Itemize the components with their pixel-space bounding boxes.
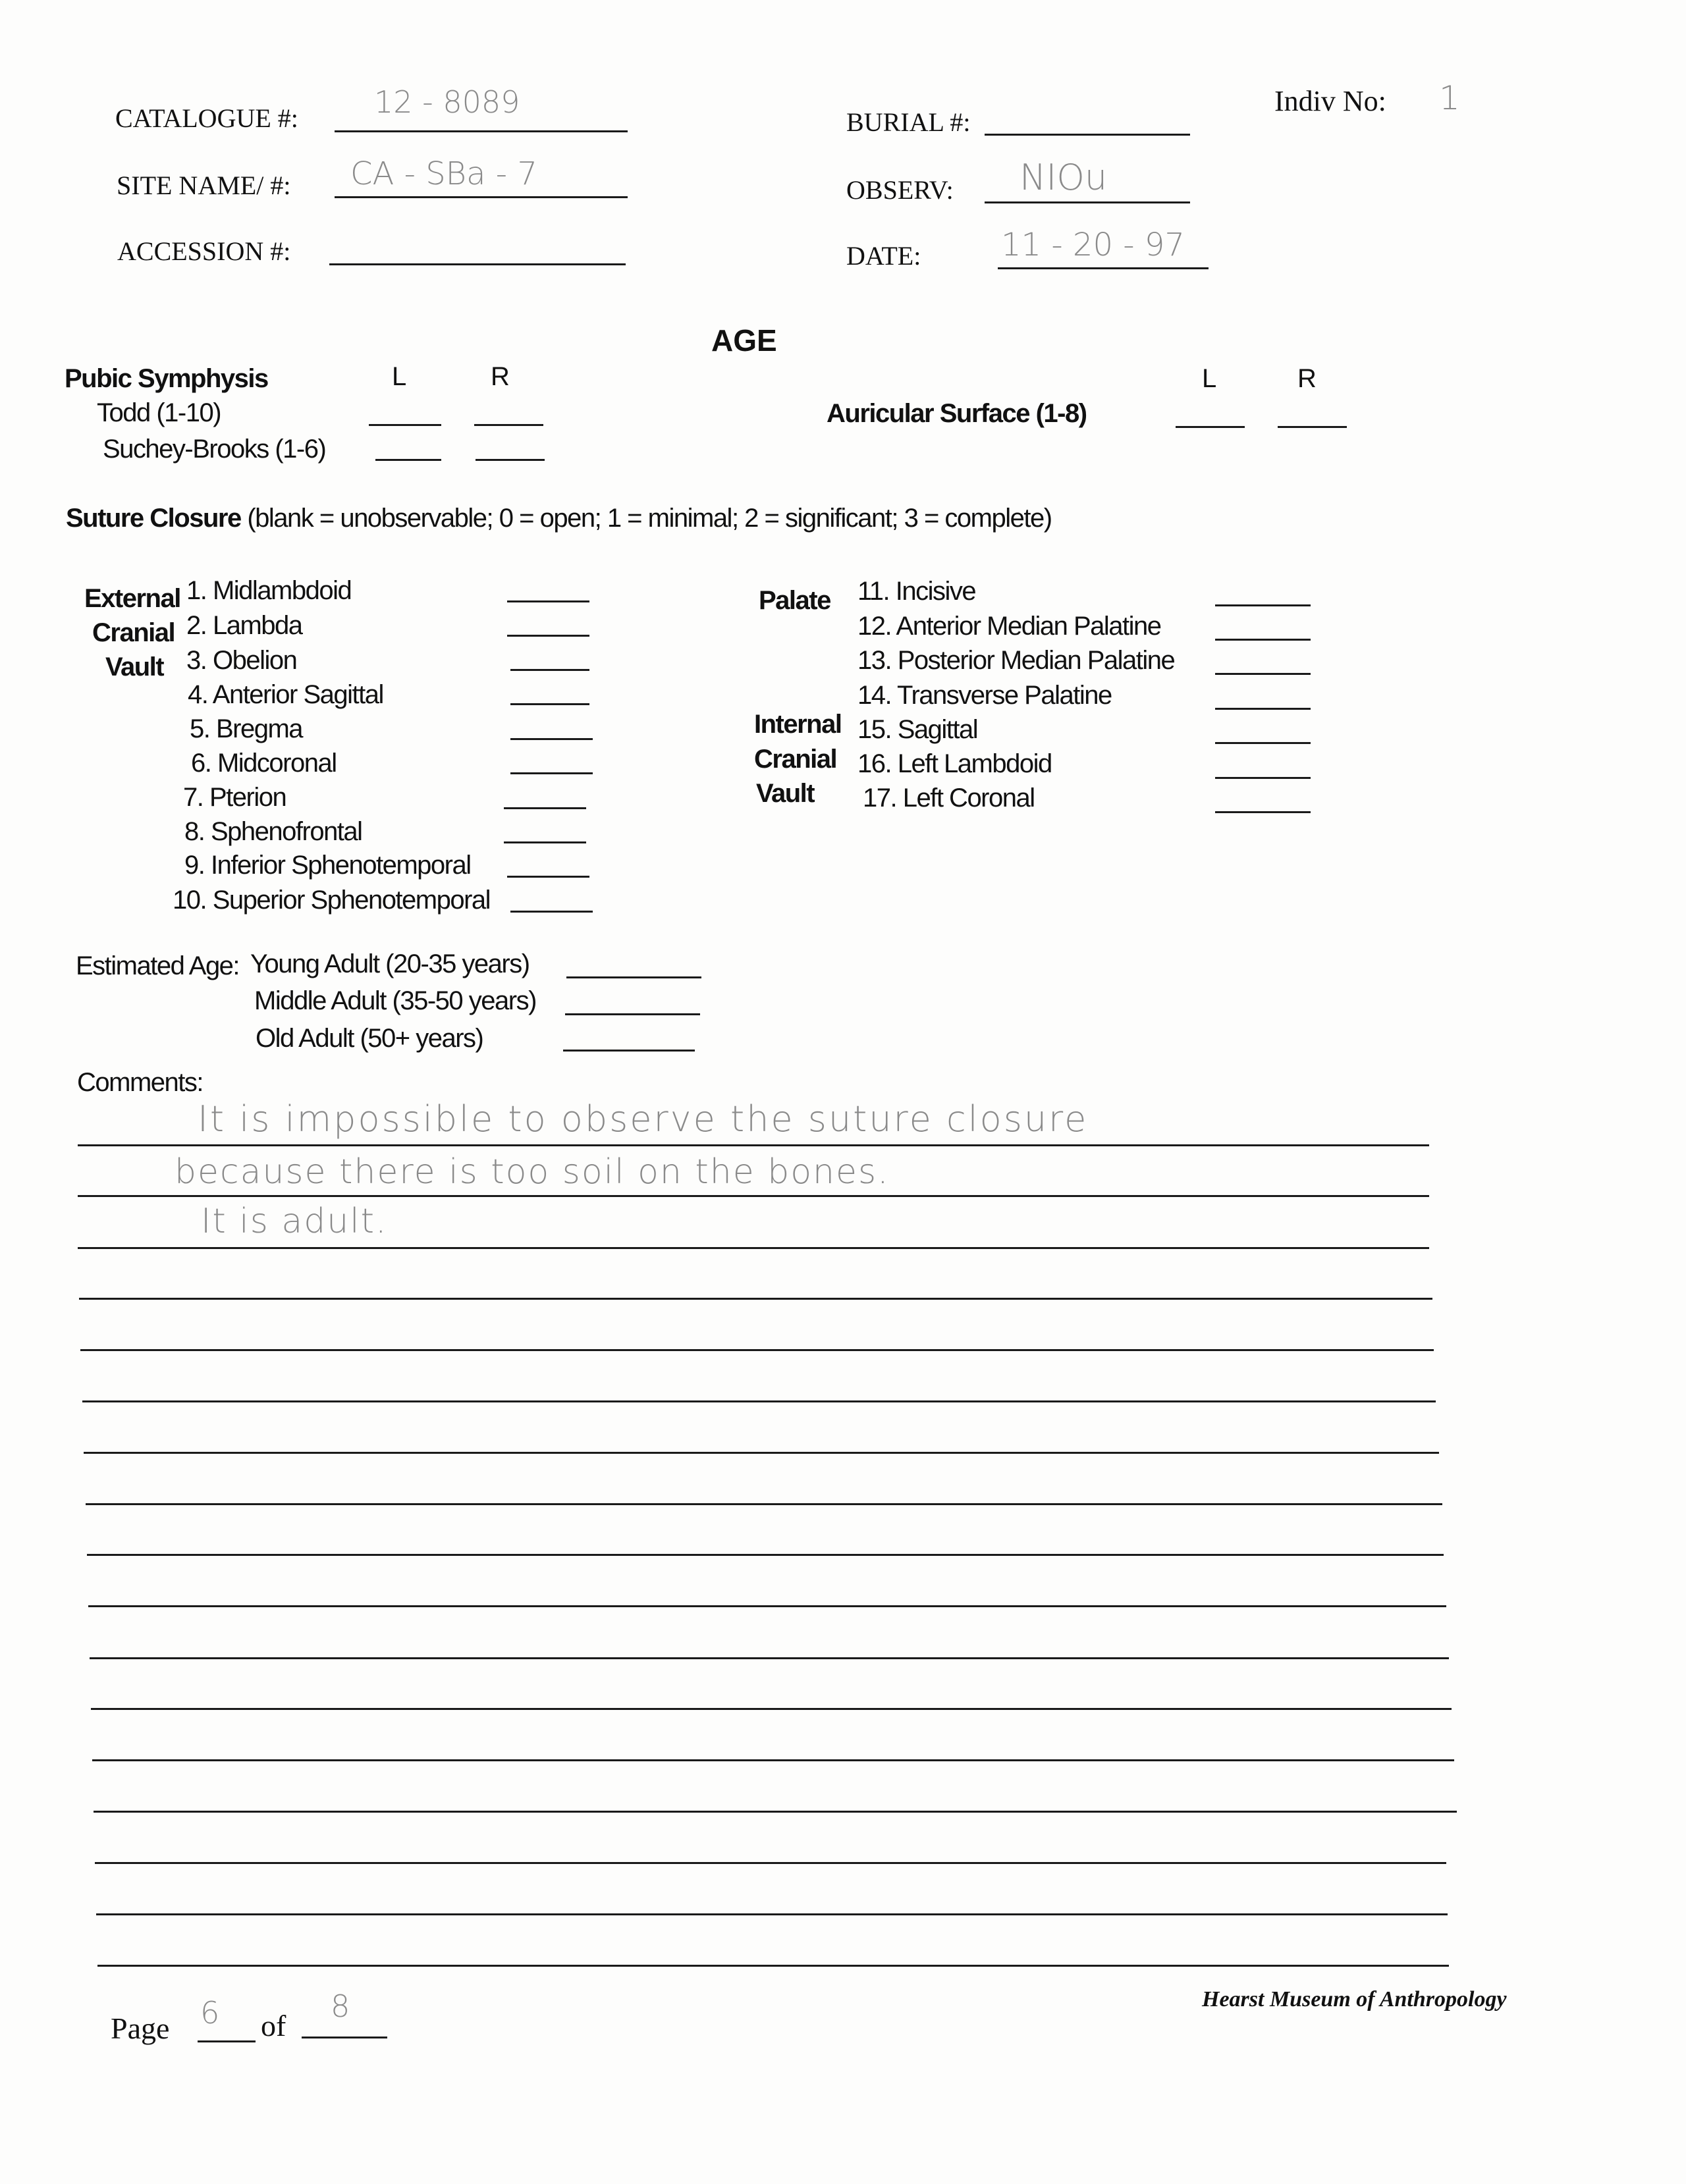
- estimated-age-label: Estimated Age:: [76, 951, 240, 980]
- section-title: AGE: [711, 323, 777, 358]
- date-label: DATE:: [846, 241, 921, 271]
- auricular-left-blank[interactable]: [1176, 426, 1245, 428]
- auricular-label: Auricular Surface (1-8): [827, 399, 1087, 428]
- comment-line-10[interactable]: [88, 1605, 1446, 1607]
- date-line: [998, 267, 1209, 269]
- age-option-middle: Middle Adult (35-50 years): [254, 986, 536, 1015]
- suture-blank-15[interactable]: [1215, 742, 1311, 744]
- accession-line[interactable]: [329, 263, 626, 265]
- site-label: SITE NAME/ #:: [117, 171, 291, 200]
- suture-blank-13[interactable]: [1215, 673, 1311, 675]
- observ-line: [985, 201, 1190, 203]
- comment-line-15[interactable]: [95, 1862, 1446, 1864]
- comments-label: Comments:: [77, 1068, 203, 1097]
- suture-blank-3[interactable]: [510, 669, 589, 671]
- comment-line-11[interactable]: [90, 1657, 1449, 1659]
- suture-item-14: 14. Transverse Palatine: [857, 681, 1112, 710]
- external-group-2: Cranial: [92, 618, 175, 647]
- comment-line-5[interactable]: [80, 1349, 1434, 1351]
- suture-item-1: 1. Midlambdoid: [186, 576, 352, 605]
- age-middle-blank[interactable]: [565, 1013, 700, 1015]
- comment-line-3-text[interactable]: It is adult.: [201, 1202, 388, 1241]
- suchey-right-blank[interactable]: [476, 459, 545, 461]
- comment-line-7[interactable]: [84, 1452, 1439, 1454]
- suture-item-9: 9. Inferior Sphenotemporal: [184, 851, 471, 880]
- todd-label: Todd (1-10): [97, 398, 221, 427]
- suture-legend: (blank = unobservable; 0 = open; 1 = minimal; 2 = significant; 3 = complete): [247, 504, 1052, 533]
- museum-name: Hearst Museum of Anthropology: [1202, 1987, 1507, 2011]
- suture-item-4: 4. Anterior Sagittal: [188, 680, 383, 709]
- auricular-col-r: R: [1297, 364, 1316, 393]
- comment-line-17[interactable]: [97, 1965, 1449, 1967]
- comment-line-2: [78, 1195, 1429, 1197]
- suture-blank-5[interactable]: [510, 738, 593, 740]
- suchey-left-blank[interactable]: [375, 459, 441, 461]
- suture-item-12: 12. Anterior Median Palatine: [857, 612, 1161, 641]
- pubic-title: Pubic Symphysis: [65, 364, 268, 393]
- of-label: of: [261, 2009, 286, 2042]
- age-old-blank[interactable]: [563, 1050, 695, 1052]
- todd-right-blank[interactable]: [474, 424, 543, 426]
- age-young-blank[interactable]: [566, 976, 701, 978]
- comment-line-8[interactable]: [86, 1503, 1442, 1505]
- internal-group-3: Vault: [756, 779, 815, 808]
- comment-line-9[interactable]: [87, 1554, 1444, 1556]
- palate-group: Palate: [759, 586, 830, 615]
- suture-blank-7[interactable]: [504, 807, 586, 809]
- suchey-label: Suchey-Brooks (1-6): [103, 435, 326, 464]
- suture-blank-6[interactable]: [510, 772, 593, 774]
- todd-left-blank[interactable]: [369, 424, 441, 426]
- internal-group-2: Cranial: [754, 745, 837, 774]
- indiv-value[interactable]: 1: [1439, 79, 1460, 117]
- pubic-col-l: L: [392, 362, 406, 391]
- suture-blank-12[interactable]: [1215, 639, 1311, 641]
- suture-blank-10[interactable]: [510, 911, 593, 913]
- suture-item-7: 7. Pterion: [183, 783, 286, 812]
- internal-group-1: Internal: [754, 710, 842, 739]
- accession-label: ACCESSION #:: [117, 236, 291, 266]
- suture-blank-1[interactable]: [507, 600, 589, 602]
- suture-item-3: 3. Obelion: [186, 646, 297, 675]
- external-group-3: Vault: [105, 653, 164, 681]
- comment-line-6[interactable]: [82, 1400, 1436, 1402]
- suture-blank-8[interactable]: [504, 841, 586, 843]
- suture-item-13: 13. Posterior Median Palatine: [857, 646, 1175, 675]
- suture-item-10: 10. Superior Sphenotemporal: [173, 886, 491, 915]
- pubic-col-r: R: [491, 362, 509, 391]
- observ-value[interactable]: NIOu: [1020, 157, 1108, 198]
- catalogue-line: [335, 130, 628, 132]
- suture-item-16: 16. Left Lambdoid: [857, 749, 1052, 778]
- suture-blank-11[interactable]: [1215, 604, 1311, 606]
- observ-label: OBSERV:: [846, 175, 954, 205]
- comment-line-13[interactable]: [92, 1759, 1454, 1761]
- catalogue-value[interactable]: 12 - 8089: [374, 84, 520, 120]
- suture-title: Suture Closure: [66, 504, 241, 533]
- external-group-1: External: [84, 584, 180, 613]
- burial-label: BURIAL #:: [846, 107, 971, 137]
- suture-item-5: 5. Bregma: [190, 714, 303, 743]
- suture-blank-2[interactable]: [507, 635, 589, 637]
- page-number-line: [198, 2040, 256, 2042]
- suture-item-2: 2. Lambda: [186, 611, 302, 640]
- site-value[interactable]: CA - SBa - 7: [350, 155, 537, 192]
- total-pages-line: [302, 2037, 387, 2038]
- suture-blank-14[interactable]: [1215, 708, 1311, 710]
- auricular-right-blank[interactable]: [1278, 426, 1347, 428]
- suture-heading: [66, 504, 1052, 533]
- suture-item-17: 17. Left Coronal: [863, 784, 1035, 812]
- suture-item-11: 11. Incisive: [857, 577, 976, 606]
- age-option-old: Old Adult (50+ years): [256, 1024, 483, 1053]
- suture-blank-16[interactable]: [1215, 777, 1311, 779]
- suture-item-6: 6. Midcoronal: [191, 749, 337, 778]
- suture-item-8: 8. Sphenofrontal: [184, 817, 362, 846]
- date-value[interactable]: 11 - 20 - 97: [1001, 226, 1185, 263]
- comment-line-16[interactable]: [96, 1913, 1448, 1915]
- comment-line-12[interactable]: [91, 1708, 1452, 1710]
- suture-blank-9[interactable]: [507, 876, 589, 878]
- suture-blank-17[interactable]: [1215, 811, 1311, 813]
- burial-line[interactable]: [985, 134, 1190, 136]
- comment-line-2-text[interactable]: because there is too soil on the bones.: [175, 1152, 890, 1192]
- comment-line-1-text[interactable]: It is impossible to observe the suture closure: [198, 1098, 1089, 1140]
- page-number[interactable]: 6: [200, 1995, 220, 2031]
- comment-line-4[interactable]: [79, 1298, 1432, 1300]
- comment-line-3: [78, 1247, 1429, 1249]
- site-line: [335, 196, 628, 198]
- comment-line-1: [78, 1144, 1429, 1146]
- total-pages[interactable]: 8: [331, 1988, 350, 2024]
- auricular-col-l: L: [1202, 364, 1216, 393]
- page-label: Page: [111, 2011, 170, 2045]
- indiv-label: Indiv No:: [1274, 85, 1386, 117]
- suture-item-15: 15. Sagittal: [857, 715, 978, 744]
- catalogue-label: CATALOGUE #:: [115, 103, 298, 133]
- age-option-young: Young Adult (20-35 years): [250, 949, 530, 978]
- suture-blank-4[interactable]: [510, 703, 589, 705]
- comment-line-14[interactable]: [94, 1811, 1457, 1813]
